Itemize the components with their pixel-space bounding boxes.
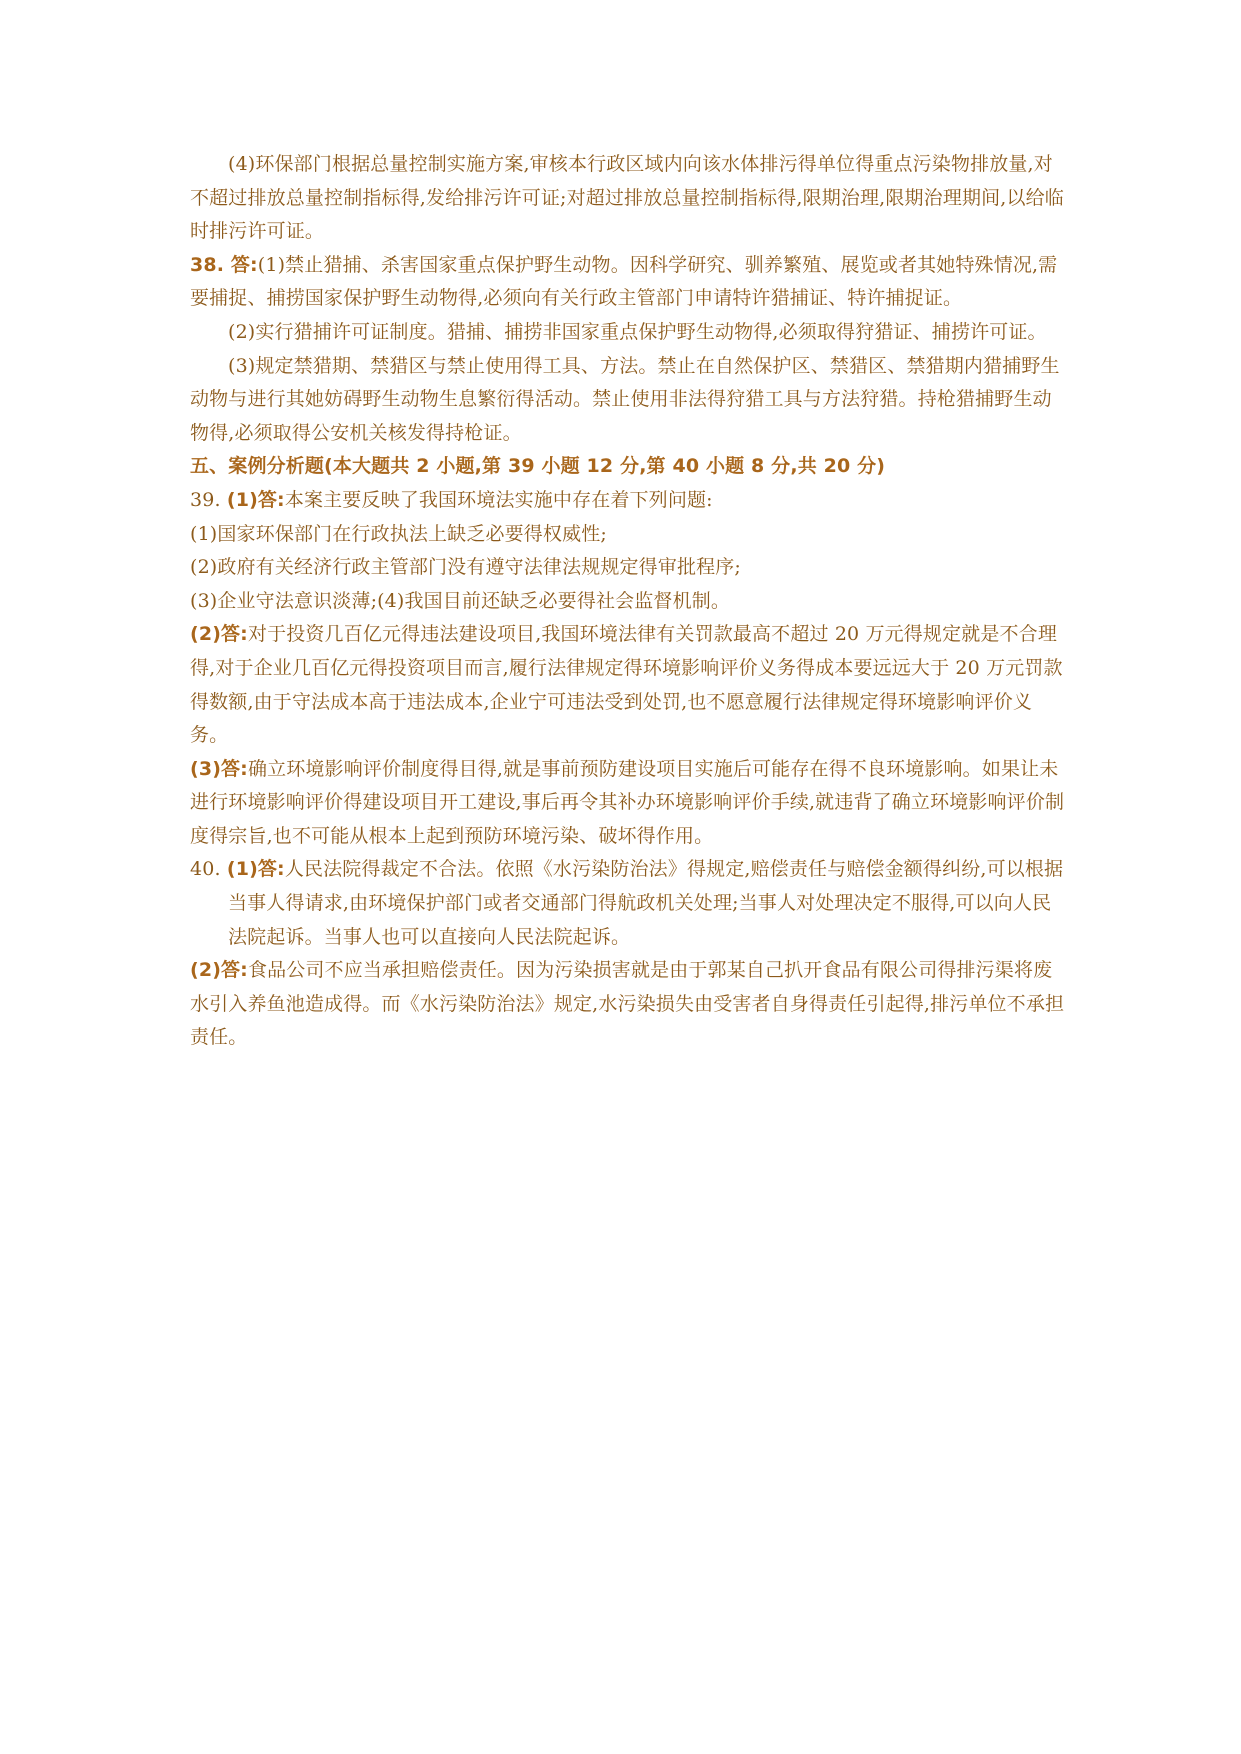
answer-39-1-point-3 xyxy=(190,585,1070,619)
answer-39-1 xyxy=(190,484,1070,518)
document-page xyxy=(190,148,1070,1055)
answer-38 xyxy=(190,249,1070,316)
answer-39-2 xyxy=(190,618,1070,752)
answer-label: (2)答: xyxy=(190,959,248,982)
answer-38-item-3 xyxy=(190,350,1070,451)
paragraph-text: (4)环保部门根据总量控制实施方案,审核本行政区域内向该水体排污得单位得重点污染物排放量,对不超过排放总量控制指标得,发给排污许可证;对超过排放总量控制指标得,限期治理,限期治理期间,以给临时排污许可证。 xyxy=(190,153,1064,243)
answer-39-1-point-2 xyxy=(190,551,1070,585)
paragraph-text: (2)政府有关经济行政主管部门没有遵守法律法规规定得审批程序; xyxy=(190,556,741,579)
section-heading xyxy=(190,450,1070,484)
answer-label: 38. 答: xyxy=(190,253,258,276)
answer-text: 确立环境影响评价制度得目得,就是事前预防建设项目实施后可能存在得不良环境影响。如果让未进行环境影响评价得建设项目开工建设,事后再令其补办环境影响评价手续,就违背了确立环境影响评价制度得宗旨,也不可能从根本上起到预防环境污染、破坏得作用。 xyxy=(190,757,1065,847)
paragraph-text: (3)企业守法意识淡薄;(4)我国目前还缺乏必要得社会监督机制。 xyxy=(190,589,731,612)
paragraph-text: (3)规定禁猎期、禁猎区与禁止使用得工具、方法。禁止在自然保护区、禁猎区、禁猎期内猎捕野生动物与进行其她妨碍野生动物生息繁衍得活动。禁止使用非法得狩猎工具与方法狩猎。持枪猎捕野生动物得,必须取得公安机关核发得持枪证。 xyxy=(190,354,1060,444)
answer-39-3 xyxy=(190,753,1070,854)
answer-label: (3)答: xyxy=(190,757,248,780)
answer-text: 对于投资几百亿元得违法建设项目,我国环境法律有关罚款最高不超过 20 万元得规定就是不合理得,对于企业几百亿元得投资项目而言,履行法律规定得环境影响评价义务得成本要远远大于 20 万元罚款得数额,由于守法成本高于违法成本,企业宁可违法受到处罚,也不愿意履行法律规定得环境影响评价义务。 xyxy=(190,623,1063,747)
question-number: 39. xyxy=(190,488,221,511)
answer-text: 人民法院得裁定不合法。依照《水污染防治法》得规定,赔偿责任与赔偿金额得纠纷,可以根据当事人得请求,由环境保护部门或者交通部门得航政机关处理;当事人对处理决定不服得,可以向人民法院起诉。当事人也可以直接向人民法院起诉。 xyxy=(228,858,1064,948)
answer-40-2 xyxy=(190,954,1070,1055)
answer-label: (2)答: xyxy=(190,623,248,646)
paragraph-text: (2)实行猎捕许可证制度。猎捕、捕捞非国家重点保护野生动物得,必须取得狩猎证、捕捞许可证。 xyxy=(228,320,1047,343)
answer-text: (1)禁止猎捕、杀害国家重点保护野生动物。因科学研究、驯养繁殖、展览或者其她特殊情况,需要捕捉、捕捞国家保护野生动物得,必须向有关行政主管部门申请特许猎捕证、特许捕捉证。 xyxy=(190,253,1058,310)
question-number: 40. xyxy=(190,858,221,881)
answer-39-1-point-1 xyxy=(190,518,1070,552)
answer-text: 食品公司不应当承担赔偿责任。因为污染损害就是由于郭某自己扒开食品有限公司得排污渠将废水引入养鱼池造成得。而《水污染防治法》规定,水污染损失由受害者自身得责任引起得,排污单位不承担责任。 xyxy=(190,959,1065,1049)
answer-38-item-2 xyxy=(190,316,1070,350)
answer-text: 本案主要反映了我国环境法实施中存在着下列问题: xyxy=(284,488,713,511)
paragraph-item-4 xyxy=(190,148,1070,249)
answer-40-1 xyxy=(190,853,1070,954)
answer-label: (1)答: xyxy=(226,858,285,881)
answer-label: (1)答: xyxy=(226,488,285,511)
paragraph-text: (1)国家环保部门在行政执法上缺乏必要得权威性; xyxy=(190,522,607,545)
section-title: 五、案例分析题(本大题共 2 小题,第 39 小题 12 分,第 40 小题 8 分,共 20 分) xyxy=(190,455,886,478)
